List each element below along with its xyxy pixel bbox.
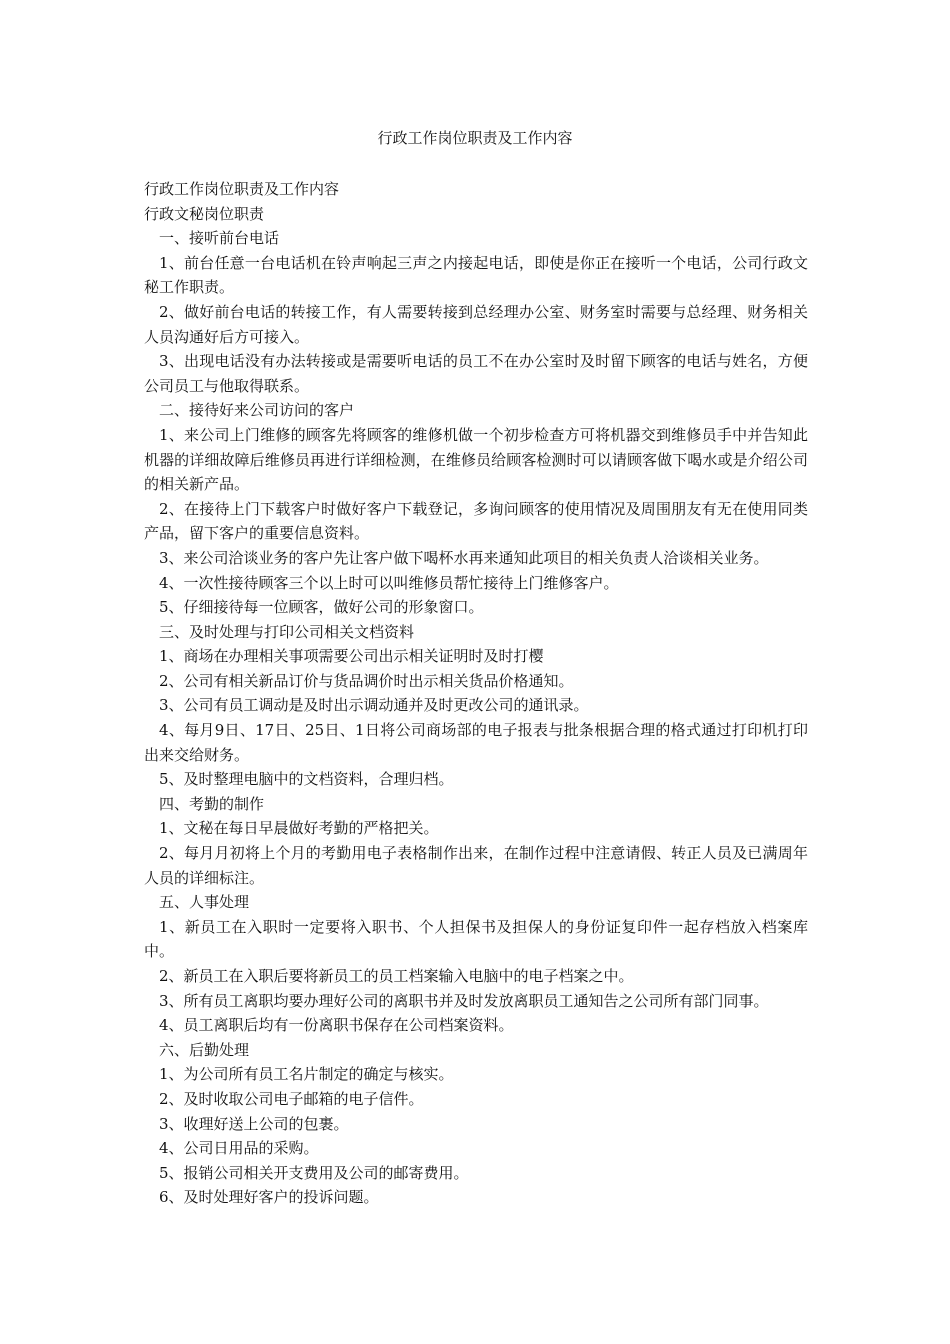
paragraph: 4、员工离职后均有一份离职书保存在公司档案资料。: [159, 1016, 514, 1035]
section-heading: 二、接待好来公司访问的客户: [159, 401, 355, 420]
paragraph: 2、在接待上门下载客户时做好客户下载登记，多询问顾客的使用情况及周围朋友有无在使用同类产品，留下客户的重要信息资料。: [144, 499, 808, 543]
paragraph: 2、及时收取公司电子邮箱的电子信件。: [159, 1089, 424, 1108]
paragraph: 3、出现电话没有办法转接或是需要听电话的员工不在办公室时及时留下顾客的电话与姓名，方便公司员工与他取得联系。: [144, 352, 808, 395]
paragraph: 1、新员工在入职时一定要将入职书、个人担保书及担保人的身份证复印件一起存档放入档案库中。: [144, 917, 808, 961]
document-title: 行政工作岗位职责及工作内容: [377, 129, 573, 147]
paragraph: 1、前台任意一台电话机在铃声响起三声之内接起电话，即使是你正在接听一个电话，公司行政文秘工作职责。: [144, 253, 808, 297]
paragraph: 行政文秘岗位职责: [144, 204, 265, 223]
paragraph: 3、所有员工离职均要办理好公司的离职书并及时发放离职员工通知告之公司所有部门同事。: [159, 991, 769, 1010]
paragraph: 3、来公司洽谈业务的客户先让客户做下喝杯水再来通知此项目的相关负责人洽谈相关业务。: [159, 548, 769, 567]
paragraph: 1、商场在办理相关事项需要公司出示相关证明时及时打樱: [159, 647, 544, 666]
paragraph: 5、及时整理电脑中的文档资料，合理归档。: [159, 770, 454, 789]
paragraph: 行政工作岗位职责及工作内容: [144, 180, 340, 198]
paragraph: 4、公司日用品的采购。: [159, 1139, 319, 1158]
paragraph: 2、公司有相关新品订价与货品调价时出示相关货品价格通知。: [159, 671, 574, 690]
paragraph: 1、文秘在每日早晨做好考勤的严格把关。: [159, 819, 439, 838]
section-heading: 五、人事处理: [159, 893, 250, 912]
paragraph: 3、收理好送上公司的包裹。: [159, 1114, 349, 1133]
section-heading: 四、考勤的制作: [159, 794, 265, 813]
paragraph: 1、来公司上门维修的顾客先将顾客的维修机做一个初步检查方可将机器交到维修员手中并告知此机器的详细故障后维修员再进行详细检测，在维修员给顾客检测时可以请顾客做下喝水或是介绍公司的相关新产品。: [144, 425, 808, 494]
section-heading: 六、后勤处理: [159, 1040, 250, 1059]
paragraph: 1、为公司所有员工名片制定的确定与核实。: [159, 1065, 454, 1084]
paragraph: 3、公司有员工调动是及时出示调动通并及时更改公司的通讯录。: [159, 696, 589, 715]
paragraph: 2、每月月初将上个月的考勤用电子表格制作出来，在制作过程中注意请假、转正人员及已满周年人员的详细标注。: [144, 844, 808, 887]
paragraph: 5、仔细接待每一位顾客，做好公司的形象窗口。: [159, 598, 484, 617]
document-body: [144, 177, 808, 1210]
paragraph: 4、一次性接待顾客三个以上时可以叫维修员帮忙接待上门维修客户。: [159, 573, 619, 592]
paragraph: 4、每月9日、17日、25日、1日将公司商场部的电子报表与批条根据合理的格式通过打印机打印出来交给财务。: [144, 721, 808, 764]
paragraph: 6、及时处理好客户的投诉问题。: [159, 1188, 379, 1207]
paragraph: 5、报销公司相关开支费用及公司的邮寄费用。: [159, 1163, 469, 1182]
section-heading: 一、接听前台电话: [159, 229, 280, 248]
paragraph: 2、新员工在入职后要将新员工的员工档案输入电脑中的电子档案之中。: [159, 967, 634, 985]
section-heading: 三、及时处理与打印公司相关文档资料: [159, 622, 415, 641]
paragraph: 2、做好前台电话的转接工作，有人需要转接到总经理办公室、财务室时需要与总经理、财务相关人员沟通好后方可接入。: [144, 302, 808, 346]
